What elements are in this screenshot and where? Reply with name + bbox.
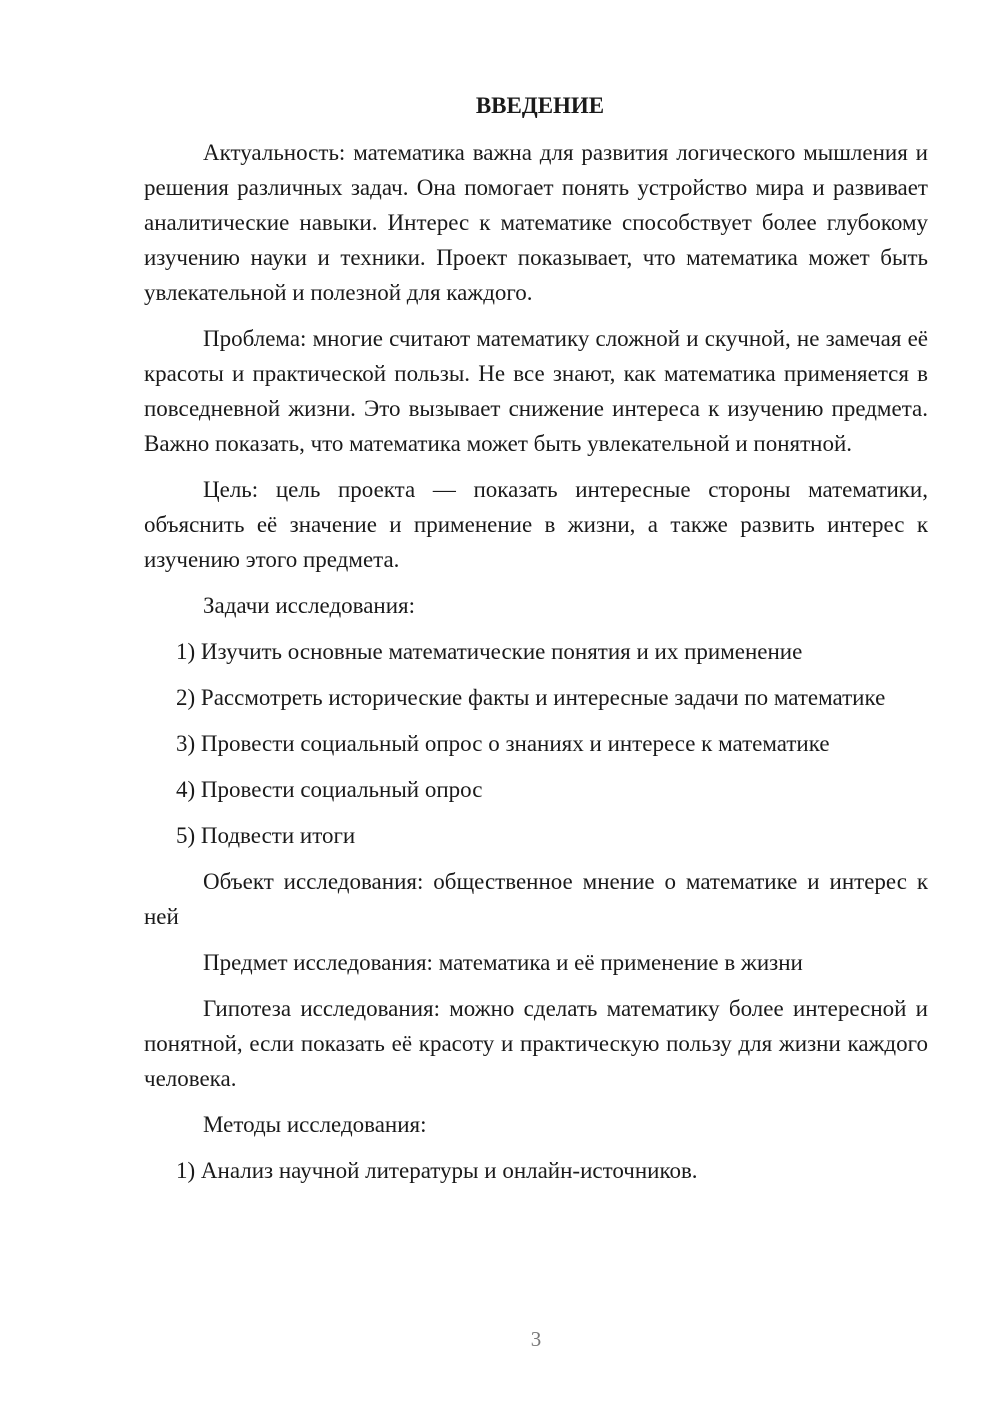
paragraph-subject: Предмет исследования: математика и её применение в жизни [203,950,803,975]
paragraph-relevance: Актуальность: математика важна для развития логического мышления и решения различных задач. Она помогает понять устройство мира и развивает аналитические навыки. Интерес к математике способствует более глубокому изучению науки и техники. Проект показывает, что математика может быть увлекательной и полезной для каждого. [144,140,928,305]
page-content [144,88,928,1199]
tasks-heading: Задачи исследования: [203,593,416,618]
task-item-1: 1) Изучить основные математические понятия и их применение [176,639,803,664]
section-title: ВВЕДЕНИЕ [475,93,605,118]
method-item-1: 1) Анализ научной литературы и онлайн-источников. [176,1158,698,1183]
paragraph-goal: Цель: цель проекта — показать интересные стороны математики, объяснить её значение и применение в жизни, а также развить интерес к изучению этого предмета. [144,477,928,572]
paragraph-problem: Проблема: многие считают математику сложной и скучной, не замечая её красоты и практической пользы. Не все знают, как математика применяется в повседневной жизни. Это вызывает снижение интереса к изучению предмета. Важно показать, что математика может быть увлекательной и понятной. [144,326,928,456]
task-item-4: 4) Провести социальный опрос [176,777,483,802]
task-item-2: 2) Рассмотреть исторические факты и интересные задачи по математике [176,685,886,710]
task-item-5: 5) Подвести итоги [176,823,356,848]
paragraph-object: Объект исследования: общественное мнение о математике и интерес к ней [144,869,928,929]
methods-heading: Методы исследования: [203,1112,427,1137]
page-number: 3 [530,1327,542,1351]
task-item-3: 3) Провести социальный опрос о знаниях и интересе к математике [176,731,830,756]
paragraph-hypothesis: Гипотеза исследования: можно сделать математику более интересной и понятной, если показать её красоту и практическую пользу для жизни каждого человека. [144,996,928,1091]
